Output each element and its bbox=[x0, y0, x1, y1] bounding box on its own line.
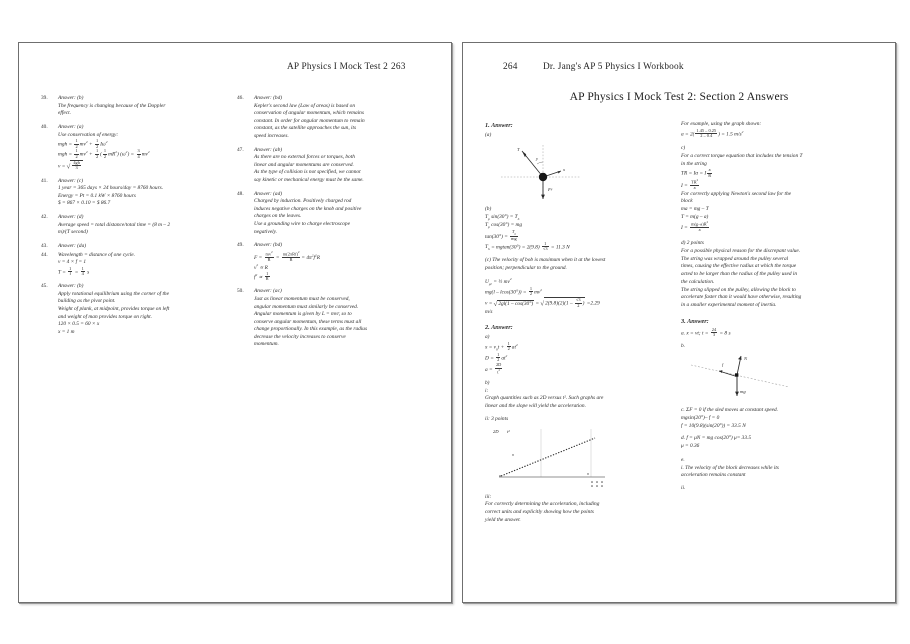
answer-number: 44. bbox=[41, 251, 48, 258]
math-line: v = √ $\frac{4gh}{3}$ bbox=[58, 160, 231, 172]
answer-item bbox=[41, 178, 231, 208]
answer-number: 50. bbox=[237, 288, 244, 295]
answer-body bbox=[254, 147, 433, 185]
question-2-heading: 2. Answer: bbox=[485, 324, 513, 332]
label-x-axis: x bbox=[563, 166, 566, 172]
answer-number: 45. bbox=[41, 283, 48, 290]
axis-label-2D: 2D bbox=[493, 428, 499, 434]
math-line: d. f = μN = mg cos(20°) μ= 33.5 bbox=[681, 435, 752, 442]
part-d-line: acted to be larger than the radius of the pulley used in bbox=[681, 271, 798, 278]
part-e3-line: acceleration remains constant bbox=[681, 472, 746, 479]
part-b2-line: linear and the slope will yield the acceleration. bbox=[485, 403, 586, 410]
label-y-axis: y bbox=[536, 155, 539, 161]
answer-line: Apply rotational equilibrium using the corner of the bbox=[58, 290, 169, 297]
answer-choice: Answer: (da) bbox=[58, 243, 87, 250]
answer-choice: Answer: (b) bbox=[58, 95, 84, 101]
math-line: $T_p$ $\sin(30^\circ) = T_h$ bbox=[485, 213, 520, 221]
answer-body bbox=[58, 95, 231, 118]
math-line: a = 2( $\frac{1.45 - 0.25}{2 - 0.4}$ ) = 1.5 $m/s^2$ bbox=[681, 127, 744, 139]
math-line: f = 10(9.8)(sin(20°)) = 33.5 N bbox=[681, 422, 746, 429]
answer-line: and weight of man provides torque on right. bbox=[58, 313, 153, 320]
answer-body bbox=[254, 95, 433, 140]
answer-number: 46. bbox=[237, 95, 244, 101]
answer-column-left-b bbox=[237, 95, 433, 355]
answer-item bbox=[41, 124, 231, 172]
question-3-heading: 3. Answer: bbox=[681, 317, 709, 325]
answer-item bbox=[41, 95, 231, 118]
part-label-b3: b. bbox=[681, 343, 686, 350]
math-line: I = $\frac{m(g-a)R^2}{a}$ bbox=[681, 220, 709, 233]
answer-line: angular momentum must similarly be conserved. bbox=[254, 303, 359, 310]
answer-line: Use a grounding wire to charge electroscope bbox=[254, 221, 350, 228]
math-line: m/s bbox=[485, 309, 493, 316]
answer-line: charges on the leaves. bbox=[254, 213, 302, 220]
part-d-line: For a possible physical reason for the discrepant value. bbox=[681, 248, 801, 255]
part-label-ii: ii: 3 points bbox=[485, 415, 509, 422]
axis-label-t-squared: t² bbox=[507, 428, 510, 434]
answer-number: 43. bbox=[41, 243, 48, 250]
part-d-line: The string slipped on the pulley, allowing the block to bbox=[681, 286, 796, 293]
answer-line: Average speed = total distance/total time = (8 m – 2 bbox=[58, 221, 170, 228]
part-d-line: the calculation. bbox=[681, 278, 715, 285]
math-line: I = $\frac{TR^2}{a}$ bbox=[681, 177, 699, 190]
math-line: $T_h = mgtan(30^\circ) = 2(9.8)$ $\frac{1}{√3}$ = 11.3 N bbox=[485, 240, 570, 252]
scatter-plot-2D-vs-tsquared bbox=[491, 427, 615, 491]
part-d-line: The string was wrapped around the pulley several bbox=[681, 255, 789, 262]
part-label-b: (b) bbox=[485, 205, 492, 212]
part-iii-line: yield the answer. bbox=[485, 516, 521, 523]
part-label-i: i: bbox=[485, 387, 489, 394]
answer-line: As there are no external forces or torques, both bbox=[254, 154, 355, 161]
math-line: $f^2$ ∝ $\frac{1}{R}$ bbox=[254, 271, 269, 282]
answer-item bbox=[41, 283, 231, 336]
answer-choice: Answer: (c) bbox=[58, 177, 84, 184]
answer-item bbox=[237, 95, 433, 140]
math-line: a = $\frac{2D}{t^2}$ bbox=[485, 362, 502, 375]
answer-number: 40. bbox=[41, 123, 48, 130]
math-line: ma = mg – T bbox=[681, 205, 709, 212]
answer-line: Weight of plank, at midpoint, provides torque on left bbox=[58, 305, 170, 312]
answer-line: 1 year = 365 days × 24 hours/day = 8760 hours. bbox=[58, 185, 164, 192]
answer-item bbox=[41, 243, 231, 251]
part-label-ii-e3: ii. bbox=[681, 485, 686, 491]
answer-body bbox=[254, 242, 433, 282]
part-c-line: For a correct torque equation that includes the tension T bbox=[681, 152, 803, 159]
math-line: D = $\frac{1}{2}$ $at^2$ bbox=[485, 351, 508, 363]
label-weight: Fᵍ bbox=[548, 186, 553, 192]
answer-line: speed increases. bbox=[254, 132, 289, 139]
answer-line: Charged by induction. Positively charged rod bbox=[254, 198, 352, 205]
label-normal-force: N bbox=[744, 356, 748, 362]
part-c-line: For correctly applying Newton's second law for the bbox=[681, 190, 792, 197]
answer-body bbox=[254, 288, 433, 349]
answer-line: Angular momentum is given by L = mvr, so to bbox=[254, 311, 352, 318]
math-line: mgsin(20°)– f = 0 bbox=[681, 414, 720, 421]
answer-line: The frequency is changing because of the Doppler bbox=[58, 102, 166, 109]
answer-body bbox=[58, 252, 231, 277]
answer-number: 48. bbox=[237, 190, 244, 197]
answer-number: 47. bbox=[237, 146, 244, 153]
answer-body bbox=[58, 283, 231, 336]
math-line: x = 1 m bbox=[58, 328, 75, 335]
question-1-heading: 1. Answer: bbox=[485, 122, 513, 129]
math-line: μ = 0.36 bbox=[681, 443, 700, 450]
part-d-line: in a smaller experimental moment of inertia. bbox=[681, 302, 777, 309]
answer-line: conservation of angular momentum, which remains bbox=[254, 110, 364, 117]
part-d-line: accelerate faster than it would have otherwise, resulting bbox=[681, 294, 802, 301]
answer-line: building as the pivot point. bbox=[58, 298, 116, 305]
math-line: F = $\frac{mv^2}{R}$ = $\frac{m(2\pi Rf)^2}{R}$ = $4\pi^2f^2R$ bbox=[254, 249, 320, 262]
answer-line: induces negative charges on the knob and positive bbox=[254, 205, 362, 212]
part-label-e3: e. bbox=[681, 456, 685, 463]
part-iii-line: correct units and explicitly showing how the points bbox=[485, 509, 594, 516]
part-c-line: position; perpendicular to the ground. bbox=[485, 265, 567, 272]
answer-line: conserve angular momentum, these terms must all bbox=[254, 318, 362, 325]
folio-left: 263 bbox=[391, 62, 406, 72]
folio-right: 264 bbox=[503, 62, 518, 72]
answer-line: effect. bbox=[58, 110, 71, 117]
math-line: T = m(g – a) bbox=[681, 213, 709, 220]
answers-column-right-a bbox=[485, 121, 673, 525]
math-line: T = $\frac{1}{f}$ = $\frac{1}{4}$ s bbox=[58, 265, 90, 277]
answer-line: Kepler's second law (Law of areas) is based on bbox=[254, 102, 355, 109]
part-label-iii: iii: bbox=[485, 493, 492, 500]
incline-free-body-diagram bbox=[689, 353, 793, 405]
answer-line: momentum. bbox=[254, 341, 279, 348]
answer-choice: Wavelength = distance of one cycle. bbox=[58, 251, 136, 258]
math-line: v = √2gl(1 – cos(30°) = √2(9.8)(2)(1 – $\frac{√3}{2}$ ) =2.29 bbox=[485, 297, 600, 308]
pendulum-free-body-diagram bbox=[497, 141, 589, 203]
math-line: a. x = vt; t = $\frac{24}{3}$ = 8 s bbox=[681, 327, 731, 338]
answer-body bbox=[58, 178, 231, 208]
part-e3-line: i. The velocity of the block decreases while its bbox=[681, 464, 779, 471]
part-label-a2: a) bbox=[485, 334, 490, 341]
runhead-chapter-left: AP Physics I Mock Test 2 bbox=[287, 62, 388, 72]
answer-number: 39. bbox=[41, 95, 48, 101]
answer-choice: Answer: (ad) bbox=[254, 190, 283, 197]
math-line: v = 4 × f = 1 bbox=[58, 259, 87, 266]
part-b2-line: Graph quantities such as 2D versus t². Such graphs are bbox=[485, 395, 604, 402]
answer-body bbox=[58, 124, 231, 172]
answer-number: 41. bbox=[41, 177, 48, 184]
page-right bbox=[462, 42, 896, 603]
answer-item bbox=[237, 288, 433, 349]
answer-choice: Answer: (ac) bbox=[254, 288, 282, 295]
answer-body bbox=[254, 191, 433, 236]
answer-item bbox=[237, 147, 433, 185]
math-line: mgh = $\frac{1}{2}$ $mv^2$ + $\frac{1}{2}$ $I\omega^2$ bbox=[58, 138, 108, 149]
answer-column-left-a bbox=[41, 95, 231, 342]
answer-choice: Answer: (ab) bbox=[254, 146, 283, 153]
math-line: $U_{gr}$ = ½ $mv^2$ bbox=[485, 276, 512, 286]
answer-line: m)/(T second) bbox=[58, 229, 88, 236]
math-line: $T_p$ cos(30°) = mg bbox=[485, 221, 523, 229]
answer-number: 49. bbox=[237, 242, 244, 249]
answer-item bbox=[237, 191, 433, 236]
math-line: mg(l – lcos(30°)) = $\frac{1}{2}$ $mv^2$ bbox=[485, 285, 543, 297]
answer-line: Energy = Pt = 0.1 kW × 8760 hours bbox=[58, 192, 136, 199]
part-c-line: block bbox=[681, 198, 693, 205]
label-weight: mg bbox=[740, 389, 746, 395]
answer-body bbox=[58, 243, 231, 251]
answer-choice: Answer: (a) bbox=[58, 123, 84, 130]
answer-item bbox=[237, 242, 433, 282]
answer-choice: Answer: (bd) bbox=[254, 242, 283, 249]
part-label-d: d) 2 points bbox=[681, 240, 704, 247]
example-line: For example, using the graph shown: bbox=[681, 121, 762, 127]
part-c-line: in the string bbox=[681, 160, 707, 167]
answer-line: As the type of collision is not specified, we cannot bbox=[254, 169, 361, 176]
answer-line: Just as linear momentum must be conserved, bbox=[254, 295, 350, 302]
answer-line: decrease the velocity increases to conserve bbox=[254, 333, 346, 340]
answers-column-right-b bbox=[681, 121, 877, 493]
part-iii-line: For correctly determining the acceleration, including bbox=[485, 501, 600, 508]
label-tension: T bbox=[517, 146, 520, 152]
part-d-line: times, causing the effective radius at which the torque bbox=[681, 263, 797, 270]
part-c3-line: c. ΣF = 0 if the sled moves at constant speed. bbox=[681, 407, 779, 414]
math-line: 120 × 0.5 = 60 × x bbox=[58, 321, 100, 328]
answer-number: 42. bbox=[41, 214, 48, 221]
answer-line: linear and angular momentums are conserved. bbox=[254, 161, 354, 168]
runhead-book-title: Dr. Jang's AP 5 Physics I Workbook bbox=[543, 62, 684, 72]
label-friction: f bbox=[722, 362, 724, 368]
math-line: tan(30°) = $\frac{T_h}{mg}$ bbox=[485, 228, 517, 241]
answer-item bbox=[41, 214, 231, 237]
answer-line: constant, as the satellite approaches the sun, its bbox=[254, 125, 357, 132]
answer-line: change proportionally. In this example, as the radius bbox=[254, 326, 368, 333]
answer-choice: Answer: (b) bbox=[58, 283, 84, 290]
math-line: mgh = $\frac{1}{2}$ $mv^2$ + $\frac{1}{2}$ ( $\frac{1}{2}$ $mR^2$) $(\omega^2)$ = $\frac{3}{4}$ $mv^2$ bbox=[58, 148, 150, 159]
answer-line: negatively. bbox=[254, 228, 277, 235]
answer-item bbox=[41, 252, 231, 277]
answer-line: Use conservation of energy: bbox=[58, 131, 119, 138]
answer-choice: Answer: (d) bbox=[58, 214, 84, 221]
part-label-c: c) bbox=[681, 145, 686, 152]
answer-choice: Answer: (bd) bbox=[254, 95, 283, 101]
part-label-b2: b) bbox=[485, 380, 490, 386]
page-left bbox=[18, 42, 452, 603]
math-line: $v^2 \propto R$ bbox=[254, 262, 268, 271]
answer-body bbox=[58, 214, 231, 237]
math-line: TR = Iα = I $\frac{a}{R}$ bbox=[681, 167, 712, 178]
math-line: $x = v_0t$ + $\frac{1}{2}$ $at^2$ bbox=[485, 340, 518, 352]
part-label-a: (a) bbox=[485, 132, 492, 139]
answer-line: say kinetic or mechanical energy must be the same. bbox=[254, 176, 364, 183]
answer-line: $ = 867 × 0.10 = $ 86.7 bbox=[58, 200, 111, 207]
part-c-line: (c) The velocity of bob is maximum when it at the lowest bbox=[485, 257, 606, 264]
page-title: AP Physics I Mock Test 2: Section 2 Answers bbox=[569, 90, 789, 103]
answer-line: constant. In order for angular momentum to remain bbox=[254, 117, 365, 124]
